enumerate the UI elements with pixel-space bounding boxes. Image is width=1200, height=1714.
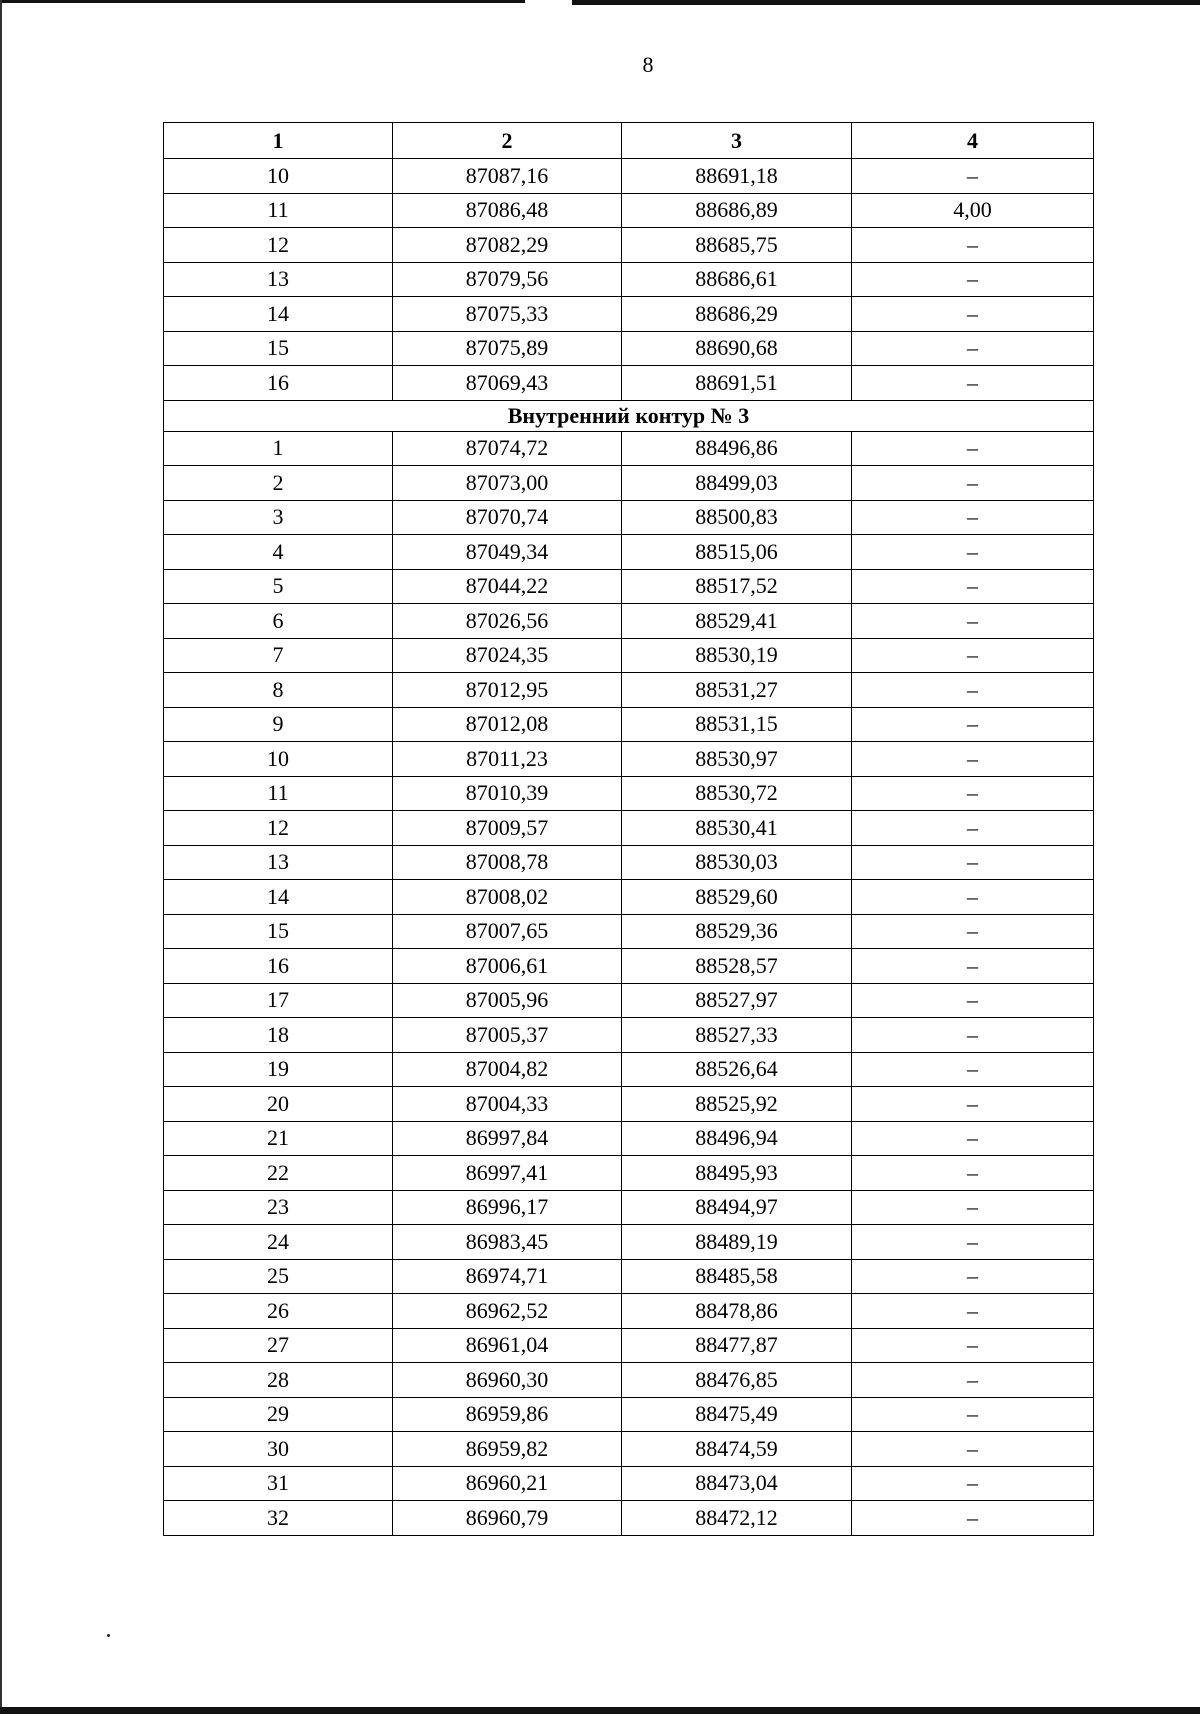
value-cell: – xyxy=(852,638,1094,673)
table-row xyxy=(164,845,1094,880)
y-coordinate-cell: 88474,59 xyxy=(622,1432,852,1467)
value-cell: – xyxy=(852,914,1094,949)
x-coordinate-cell: 87005,96 xyxy=(393,983,622,1018)
value-cell: – xyxy=(852,466,1094,501)
x-coordinate-cell: 87075,33 xyxy=(393,297,622,332)
point-number-cell: 10 xyxy=(164,742,393,777)
section-title: Внутренний контур № 3 xyxy=(164,400,1094,431)
point-number-cell: 14 xyxy=(164,880,393,915)
x-coordinate-cell: 86962,52 xyxy=(393,1294,622,1329)
y-coordinate-cell: 88476,85 xyxy=(622,1363,852,1398)
value-cell: – xyxy=(852,366,1094,401)
table-body-bottom xyxy=(164,431,1094,1535)
point-number-cell: 2 xyxy=(164,466,393,501)
point-number-cell: 30 xyxy=(164,1432,393,1467)
point-number-cell: 21 xyxy=(164,1121,393,1156)
point-number-cell: 13 xyxy=(164,262,393,297)
x-coordinate-cell: 87012,95 xyxy=(393,673,622,708)
value-cell: – xyxy=(852,673,1094,708)
table-row xyxy=(164,776,1094,811)
value-cell: – xyxy=(852,1259,1094,1294)
section-row xyxy=(164,400,1094,431)
y-coordinate-cell: 88530,72 xyxy=(622,776,852,811)
value-cell: – xyxy=(852,331,1094,366)
point-number-cell: 26 xyxy=(164,1294,393,1329)
x-coordinate-cell: 87004,82 xyxy=(393,1052,622,1087)
x-coordinate-cell: 87026,56 xyxy=(393,604,622,639)
value-cell: – xyxy=(852,845,1094,880)
table-row xyxy=(164,1397,1094,1432)
value-cell: – xyxy=(852,1225,1094,1260)
table-row xyxy=(164,1225,1094,1260)
y-coordinate-cell: 88495,93 xyxy=(622,1156,852,1191)
point-number-cell: 4 xyxy=(164,535,393,570)
y-coordinate-cell: 88499,03 xyxy=(622,466,852,501)
value-cell: – xyxy=(852,983,1094,1018)
point-number-cell: 18 xyxy=(164,1018,393,1053)
y-coordinate-cell: 88691,18 xyxy=(622,159,852,194)
column-header: 4 xyxy=(852,123,1094,159)
y-coordinate-cell: 88531,27 xyxy=(622,673,852,708)
table-row xyxy=(164,1121,1094,1156)
x-coordinate-cell: 87044,22 xyxy=(393,569,622,604)
point-number-cell: 24 xyxy=(164,1225,393,1260)
table-row xyxy=(164,1190,1094,1225)
x-coordinate-cell: 86996,17 xyxy=(393,1190,622,1225)
point-number-cell: 31 xyxy=(164,1466,393,1501)
scan-border-left xyxy=(0,0,2,1714)
y-coordinate-cell: 88489,19 xyxy=(622,1225,852,1260)
y-coordinate-cell: 88685,75 xyxy=(622,228,852,263)
table-row xyxy=(164,366,1094,401)
table-row xyxy=(164,466,1094,501)
y-coordinate-cell: 88529,60 xyxy=(622,880,852,915)
point-number-cell: 13 xyxy=(164,845,393,880)
y-coordinate-cell: 88517,52 xyxy=(622,569,852,604)
value-cell: – xyxy=(852,159,1094,194)
y-coordinate-cell: 88494,97 xyxy=(622,1190,852,1225)
table-row xyxy=(164,1052,1094,1087)
value-cell: – xyxy=(852,1501,1094,1536)
x-coordinate-cell: 87008,02 xyxy=(393,880,622,915)
table-row xyxy=(164,1466,1094,1501)
value-cell: – xyxy=(852,776,1094,811)
page-number: 8 xyxy=(642,52,654,77)
point-number-cell: 10 xyxy=(164,159,393,194)
point-number-cell: 12 xyxy=(164,811,393,846)
point-number-cell: 15 xyxy=(164,914,393,949)
x-coordinate-cell: 86997,84 xyxy=(393,1121,622,1156)
value-cell: – xyxy=(852,1087,1094,1122)
table-row xyxy=(164,707,1094,742)
point-number-cell: 20 xyxy=(164,1087,393,1122)
table-row xyxy=(164,1363,1094,1398)
x-coordinate-cell: 87011,23 xyxy=(393,742,622,777)
table-section xyxy=(164,400,1094,431)
table-header-row xyxy=(164,123,1094,159)
table-row xyxy=(164,1087,1094,1122)
y-coordinate-cell: 88530,97 xyxy=(622,742,852,777)
table-row xyxy=(164,331,1094,366)
x-coordinate-cell: 87007,65 xyxy=(393,914,622,949)
x-coordinate-cell: 87010,39 xyxy=(393,776,622,811)
y-coordinate-cell: 88496,86 xyxy=(622,431,852,466)
value-cell: – xyxy=(852,569,1094,604)
y-coordinate-cell: 88686,61 xyxy=(622,262,852,297)
value-cell: – xyxy=(852,1432,1094,1467)
table-row xyxy=(164,159,1094,194)
x-coordinate-cell: 86983,45 xyxy=(393,1225,622,1260)
value-cell: – xyxy=(852,811,1094,846)
table-row xyxy=(164,1018,1094,1053)
point-number-cell: 3 xyxy=(164,500,393,535)
table-row xyxy=(164,983,1094,1018)
table-row xyxy=(164,262,1094,297)
y-coordinate-cell: 88686,29 xyxy=(622,297,852,332)
table-row xyxy=(164,569,1094,604)
x-coordinate-cell: 87079,56 xyxy=(393,262,622,297)
point-number-cell: 15 xyxy=(164,331,393,366)
x-coordinate-cell: 87074,72 xyxy=(393,431,622,466)
point-number-cell: 32 xyxy=(164,1501,393,1536)
table-body-top xyxy=(164,159,1094,401)
y-coordinate-cell: 88529,36 xyxy=(622,914,852,949)
point-number-cell: 23 xyxy=(164,1190,393,1225)
y-coordinate-cell: 88691,51 xyxy=(622,366,852,401)
table-row xyxy=(164,673,1094,708)
table-row xyxy=(164,431,1094,466)
value-cell: – xyxy=(852,707,1094,742)
value-cell: – xyxy=(852,1121,1094,1156)
column-header: 2 xyxy=(393,123,622,159)
value-cell: – xyxy=(852,604,1094,639)
table-row xyxy=(164,638,1094,673)
point-number-cell: 17 xyxy=(164,983,393,1018)
value-cell: – xyxy=(852,431,1094,466)
table-row xyxy=(164,535,1094,570)
y-coordinate-cell: 88530,03 xyxy=(622,845,852,880)
x-coordinate-cell: 87012,08 xyxy=(393,707,622,742)
x-coordinate-cell: 87073,00 xyxy=(393,466,622,501)
value-cell: – xyxy=(852,228,1094,263)
point-number-cell: 14 xyxy=(164,297,393,332)
x-coordinate-cell: 87008,78 xyxy=(393,845,622,880)
point-number-cell: 6 xyxy=(164,604,393,639)
value-cell: 4,00 xyxy=(852,193,1094,228)
table-row xyxy=(164,1432,1094,1467)
y-coordinate-cell: 88527,97 xyxy=(622,983,852,1018)
value-cell: – xyxy=(852,880,1094,915)
x-coordinate-cell: 87049,34 xyxy=(393,535,622,570)
value-cell: – xyxy=(852,1363,1094,1398)
y-coordinate-cell: 88515,06 xyxy=(622,535,852,570)
table-row xyxy=(164,1294,1094,1329)
table-row xyxy=(164,1259,1094,1294)
point-number-cell: 16 xyxy=(164,949,393,984)
point-number-cell: 1 xyxy=(164,431,393,466)
point-number-cell: 25 xyxy=(164,1259,393,1294)
x-coordinate-cell: 87087,16 xyxy=(393,159,622,194)
value-cell: – xyxy=(852,1052,1094,1087)
table-row xyxy=(164,193,1094,228)
point-number-cell: 5 xyxy=(164,569,393,604)
x-coordinate-cell: 87082,29 xyxy=(393,228,622,263)
table-row xyxy=(164,297,1094,332)
table-row xyxy=(164,742,1094,777)
x-coordinate-cell: 86959,82 xyxy=(393,1432,622,1467)
table-row xyxy=(164,500,1094,535)
x-coordinate-cell: 86961,04 xyxy=(393,1328,622,1363)
x-coordinate-cell: 87006,61 xyxy=(393,949,622,984)
coordinates-table xyxy=(163,122,1094,1536)
y-coordinate-cell: 88477,87 xyxy=(622,1328,852,1363)
table-row xyxy=(164,811,1094,846)
point-number-cell: 27 xyxy=(164,1328,393,1363)
point-number-cell: 16 xyxy=(164,366,393,401)
y-coordinate-cell: 88527,33 xyxy=(622,1018,852,1053)
y-coordinate-cell: 88472,12 xyxy=(622,1501,852,1536)
x-coordinate-cell: 86959,86 xyxy=(393,1397,622,1432)
value-cell: – xyxy=(852,262,1094,297)
table-row xyxy=(164,228,1094,263)
x-coordinate-cell: 86960,21 xyxy=(393,1466,622,1501)
x-coordinate-cell: 87086,48 xyxy=(393,193,622,228)
point-number-cell: 9 xyxy=(164,707,393,742)
y-coordinate-cell: 88478,86 xyxy=(622,1294,852,1329)
x-coordinate-cell: 87024,35 xyxy=(393,638,622,673)
x-coordinate-cell: 87069,43 xyxy=(393,366,622,401)
x-coordinate-cell: 86960,30 xyxy=(393,1363,622,1398)
table-row xyxy=(164,914,1094,949)
value-cell: – xyxy=(852,1397,1094,1432)
table-row xyxy=(164,1501,1094,1536)
y-coordinate-cell: 88525,92 xyxy=(622,1087,852,1122)
y-coordinate-cell: 88690,68 xyxy=(622,331,852,366)
value-cell: – xyxy=(852,1466,1094,1501)
y-coordinate-cell: 88531,15 xyxy=(622,707,852,742)
y-coordinate-cell: 88485,58 xyxy=(622,1259,852,1294)
value-cell: – xyxy=(852,1190,1094,1225)
point-number-cell: 22 xyxy=(164,1156,393,1191)
scan-speck xyxy=(107,1634,110,1637)
value-cell: – xyxy=(852,500,1094,535)
y-coordinate-cell: 88473,04 xyxy=(622,1466,852,1501)
point-number-cell: 11 xyxy=(164,193,393,228)
x-coordinate-cell: 86974,71 xyxy=(393,1259,622,1294)
scan-border-top-left xyxy=(0,0,525,3)
point-number-cell: 28 xyxy=(164,1363,393,1398)
table-row xyxy=(164,1328,1094,1363)
column-header: 1 xyxy=(164,123,393,159)
y-coordinate-cell: 88526,64 xyxy=(622,1052,852,1087)
column-header: 3 xyxy=(622,123,852,159)
x-coordinate-cell: 87005,37 xyxy=(393,1018,622,1053)
x-coordinate-cell: 86960,79 xyxy=(393,1501,622,1536)
table-row xyxy=(164,880,1094,915)
table-row xyxy=(164,1156,1094,1191)
y-coordinate-cell: 88475,49 xyxy=(622,1397,852,1432)
x-coordinate-cell: 87075,89 xyxy=(393,331,622,366)
y-coordinate-cell: 88686,89 xyxy=(622,193,852,228)
point-number-cell: 12 xyxy=(164,228,393,263)
value-cell: – xyxy=(852,742,1094,777)
x-coordinate-cell: 87004,33 xyxy=(393,1087,622,1122)
point-number-cell: 19 xyxy=(164,1052,393,1087)
table-row xyxy=(164,604,1094,639)
y-coordinate-cell: 88530,41 xyxy=(622,811,852,846)
scan-border-bottom xyxy=(0,1707,1200,1714)
value-cell: – xyxy=(852,1018,1094,1053)
x-coordinate-cell: 86997,41 xyxy=(393,1156,622,1191)
y-coordinate-cell: 88528,57 xyxy=(622,949,852,984)
y-coordinate-cell: 88529,41 xyxy=(622,604,852,639)
value-cell: – xyxy=(852,297,1094,332)
value-cell: – xyxy=(852,1156,1094,1191)
value-cell: – xyxy=(852,1328,1094,1363)
x-coordinate-cell: 87070,74 xyxy=(393,500,622,535)
point-number-cell: 8 xyxy=(164,673,393,708)
value-cell: – xyxy=(852,535,1094,570)
table-row xyxy=(164,949,1094,984)
y-coordinate-cell: 88530,19 xyxy=(622,638,852,673)
value-cell: – xyxy=(852,1294,1094,1329)
point-number-cell: 11 xyxy=(164,776,393,811)
y-coordinate-cell: 88500,83 xyxy=(622,500,852,535)
y-coordinate-cell: 88496,94 xyxy=(622,1121,852,1156)
value-cell: – xyxy=(852,949,1094,984)
point-number-cell: 29 xyxy=(164,1397,393,1432)
scan-border-top-right xyxy=(572,0,1200,5)
point-number-cell: 7 xyxy=(164,638,393,673)
x-coordinate-cell: 87009,57 xyxy=(393,811,622,846)
